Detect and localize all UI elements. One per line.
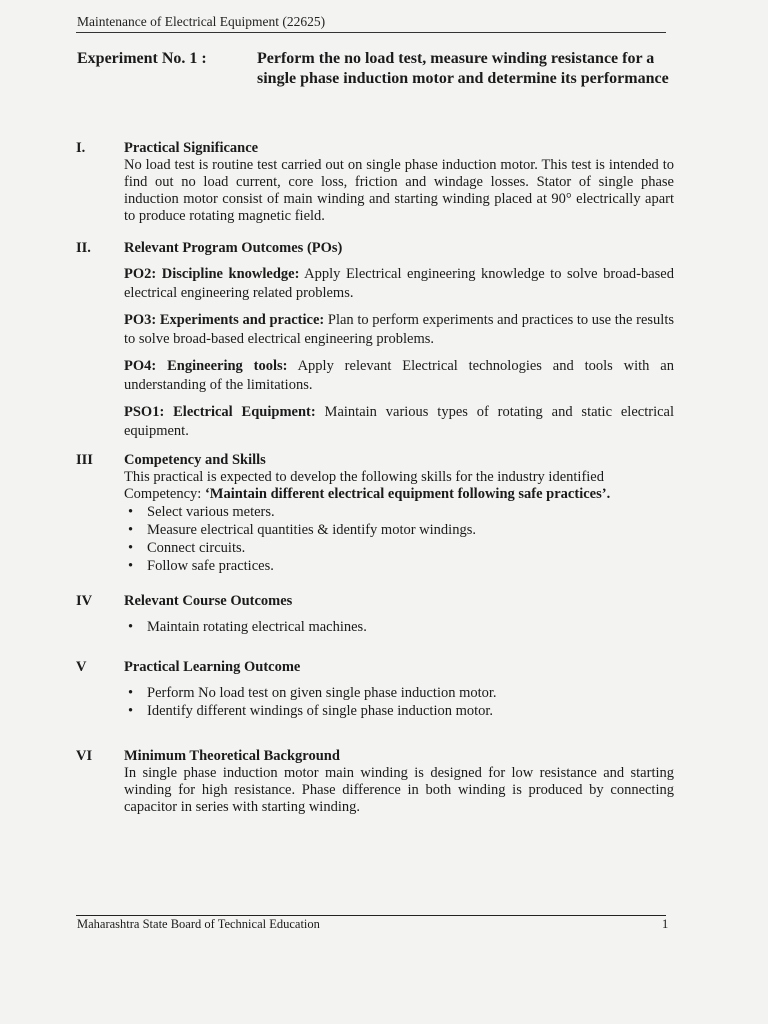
po-text: Apply Electrical engineering knowledge to solve broad-based electrical engineering related problems.	[124, 266, 674, 301]
po-label: PO2: Discipline knowledge:	[124, 266, 300, 282]
section-heading: Practical Learning Outcome	[124, 659, 301, 675]
list-item: • Follow safe practices.	[124, 557, 674, 575]
section-numeral: I.	[76, 140, 86, 156]
section-heading: Practical Significance	[124, 140, 259, 156]
page-number: 1	[662, 917, 669, 931]
competency-label: Competency:	[124, 486, 205, 502]
section-paragraph: In single phase induction motor main winding is designed for low resistance and starting winding for high resistance. Phase difference in both winding is produced by connecting capacitor in series with starting winding.	[124, 765, 674, 815]
learning-outcome-list	[124, 684, 674, 720]
po-text: Maintain various types of rotating and static electrical equipment.	[124, 404, 674, 439]
po-label: PO4: Engineering tools:	[124, 358, 288, 374]
section-heading: Minimum Theoretical Background	[124, 748, 340, 764]
experiment-number: Experiment No. 1 :	[77, 50, 207, 67]
po-text: Plan to perform experiments and practices to use the results to solve broad-based electrical engineering problems.	[124, 312, 674, 347]
section-heading: Competency and Skills	[124, 452, 266, 468]
competency-statement	[124, 486, 674, 503]
list-item: • Perform No load test on given single phase induction motor.	[124, 684, 674, 702]
list-item: • Identify different windings of single phase induction motor.	[124, 702, 674, 720]
footer-board: Maharashtra State Board of Technical Education	[77, 917, 320, 931]
course-outcomes-list	[124, 618, 674, 636]
running-header: Maintenance of Electrical Equipment (22625)	[77, 14, 326, 29]
section-numeral: VI	[76, 748, 93, 764]
po-item	[124, 311, 674, 349]
section-numeral: V	[76, 659, 87, 675]
list-item: • Connect circuits.	[124, 539, 674, 557]
section-numeral: III	[76, 452, 93, 468]
section-heading: Relevant Program Outcomes (POs)	[124, 240, 343, 256]
section-paragraph: No load test is routine test carried out on single phase induction motor. This test is intended to find out no load current, core loss, friction and windage losses. Stator of single phase induction motor consist of main winding and starting winding placed at 90° electrically apart to produce rotating magnetic field.	[124, 157, 674, 224]
footer-rule	[76, 915, 666, 916]
section-numeral: II.	[76, 240, 91, 256]
header-rule	[76, 32, 666, 33]
list-item: • Measure electrical quantities & identify motor windings.	[124, 521, 674, 539]
skills-list	[124, 503, 674, 575]
section-numeral: IV	[76, 593, 93, 609]
po-text: Apply relevant Electrical technologies and tools with an understanding of the limitations.	[124, 358, 674, 393]
competency-text: ‘Maintain different electrical equipment following safe practices’.	[204, 486, 611, 502]
po-label: PO3: Experiments and practice:	[124, 312, 325, 328]
po-item	[124, 403, 674, 441]
list-item: • Select various meters.	[124, 503, 674, 521]
section-heading: Relevant Course Outcomes	[124, 593, 293, 609]
po-item	[124, 357, 674, 395]
list-item: • Maintain rotating electrical machines.	[124, 618, 674, 636]
experiment-title-text: Perform the no load test, measure winding resistance for a single phase induction motor and determine its performance	[257, 50, 669, 87]
po-label: PSO1: Electrical Equipment:	[124, 404, 316, 420]
po-item	[124, 265, 674, 303]
competency-intro: This practical is expected to develop the following skills for the industry identified	[124, 469, 604, 485]
